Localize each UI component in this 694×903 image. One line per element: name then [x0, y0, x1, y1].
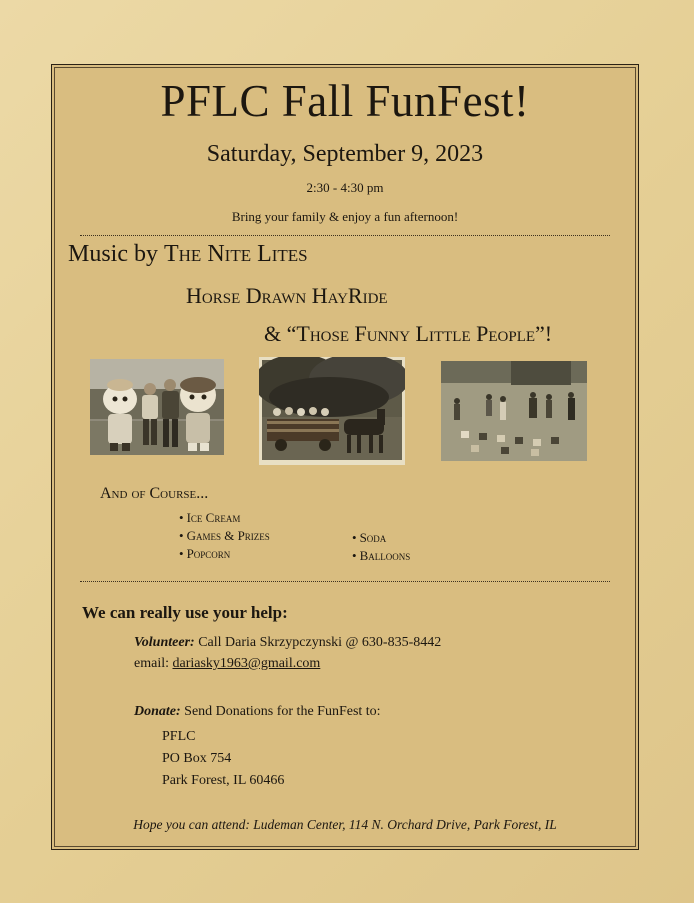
address-line-3: Park Forest, IL 60466: [162, 773, 285, 788]
donate-text: Send Donations for the FunFest to:: [180, 704, 381, 719]
flyer-border: [51, 64, 639, 850]
mascots-photo: [90, 359, 224, 455]
venue-footer: Hope you can attend: Ludeman Center, 114 N. Orchard Drive, Park Forest, IL: [133, 817, 557, 832]
event-date: Saturday, September 9, 2023: [206, 141, 484, 167]
email-line: [134, 656, 320, 672]
volunteer-label: Volunteer:: [134, 635, 195, 650]
funny-people-line: & “Those Funny Little People”!: [264, 321, 553, 346]
hayride-photo: [259, 357, 405, 465]
volunteer-text: Call Daria Skrzypczynski @ 630-835-8442: [194, 635, 442, 650]
help-heading: We can really use your help:: [82, 603, 288, 622]
email-label: email:: [134, 656, 173, 671]
divider-top: [80, 235, 610, 236]
address-line-2: PO Box 754: [162, 751, 232, 766]
list-item: • Soda: [352, 529, 410, 547]
music-prefix: Music by: [68, 241, 164, 267]
event-time: 2:30 - 4:30 pm: [306, 180, 384, 195]
mascots-photo-image: [90, 359, 224, 455]
list-item: • Popcorn: [179, 545, 270, 563]
games-photo: [441, 361, 587, 461]
email-link[interactable]: dariasky1963@gmail.com: [172, 656, 321, 671]
music-line: [68, 241, 308, 268]
hayride-line: Horse Drawn HayRide: [186, 283, 388, 308]
hayride-photo-image: [259, 357, 405, 465]
list-item: • Games & Prizes: [179, 527, 270, 545]
event-tagline: Bring your family & enjoy a fun afternoon!: [231, 209, 459, 224]
address-line-1: PFLC: [162, 729, 196, 744]
band-name: The Nite Lites: [164, 241, 308, 267]
treats-list-right: [352, 529, 410, 565]
list-item: • Ice Cream: [179, 509, 270, 527]
divider-bottom: [80, 581, 610, 582]
list-item: • Balloons: [352, 547, 410, 565]
treats-list-left: [179, 509, 270, 563]
donate-line: [134, 704, 381, 720]
games-photo-image: [441, 361, 587, 461]
donate-label: Donate:: [134, 704, 181, 719]
flyer-title: PFLC Fall FunFest!: [160, 76, 530, 126]
and-of-course-heading: And of Course...: [100, 485, 209, 502]
volunteer-line: [134, 635, 441, 651]
